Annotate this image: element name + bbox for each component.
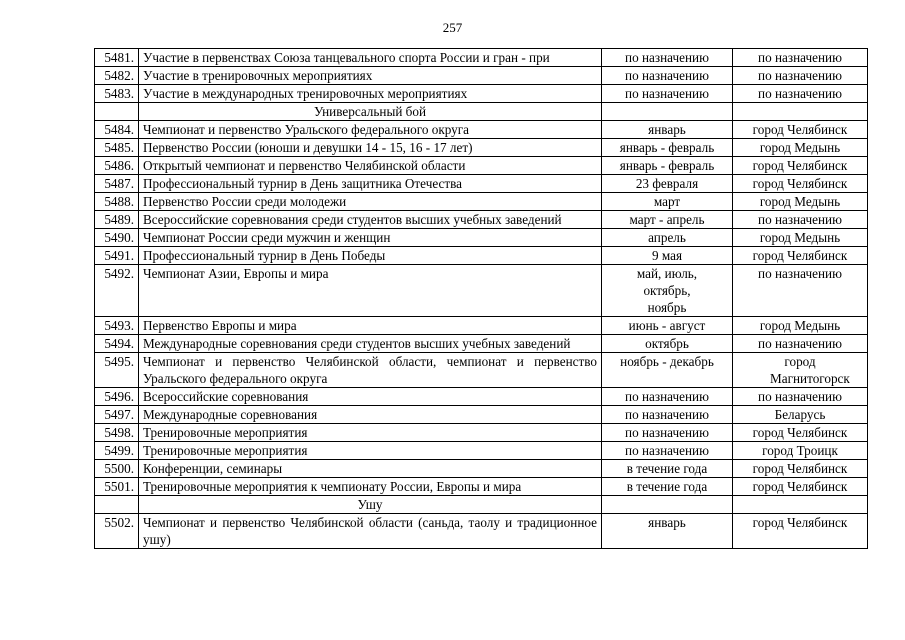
event-date-text: по назначению <box>625 389 709 404</box>
event-place-text: город Магнитогорск <box>770 354 850 386</box>
event-place <box>733 317 868 335</box>
event-place <box>733 193 868 211</box>
event-place <box>733 265 868 317</box>
page-number: 257 <box>442 20 463 35</box>
event-place <box>733 121 868 139</box>
event-place <box>733 229 868 247</box>
event-name: Тренировочные мероприятия <box>139 424 602 442</box>
table-row <box>95 460 868 478</box>
section-title: Универсальный бой <box>139 103 602 121</box>
event-name: Участие в тренировочных мероприятиях <box>139 67 602 85</box>
row-number: 5501. <box>95 478 139 496</box>
table-row <box>95 175 868 193</box>
empty-cell <box>733 103 868 121</box>
table-row <box>95 424 868 442</box>
event-place <box>733 353 868 388</box>
table-row <box>95 514 868 549</box>
event-date-text: по назначению <box>625 407 709 422</box>
table-row <box>95 229 868 247</box>
row-number: 5482. <box>95 67 139 85</box>
event-date <box>602 175 733 193</box>
table-row <box>95 49 868 67</box>
table-row <box>95 442 868 460</box>
events-table <box>94 48 868 549</box>
event-date-text: январь <box>648 122 686 137</box>
event-date <box>602 460 733 478</box>
event-place <box>733 139 868 157</box>
event-date-text: по назначению <box>625 425 709 440</box>
table-row <box>95 406 868 424</box>
event-place-text: по назначению <box>758 68 842 83</box>
empty-cell <box>95 496 139 514</box>
event-place-text: город Челябинск <box>752 515 848 530</box>
event-date <box>602 49 733 67</box>
row-number: 5491. <box>95 247 139 265</box>
row-number: 5485. <box>95 139 139 157</box>
event-date-text: в течение года <box>626 461 708 476</box>
section-title: Ушу <box>139 496 602 514</box>
empty-cell <box>602 496 733 514</box>
event-name: Профессиональный турнир в День Победы <box>139 247 602 265</box>
table-row <box>95 265 868 317</box>
table-row <box>95 211 868 229</box>
event-place <box>733 478 868 496</box>
event-place-text: по назначению <box>758 336 842 351</box>
event-place-text: по назначению <box>758 212 842 227</box>
event-date <box>602 353 733 388</box>
section-row <box>95 103 868 121</box>
event-place <box>733 67 868 85</box>
table-row <box>95 121 868 139</box>
table-row <box>95 67 868 85</box>
event-place-text: город Челябинск <box>752 158 848 173</box>
event-place-text: город Медынь <box>759 318 841 333</box>
event-date-text: март <box>653 194 681 209</box>
event-place-text: город Челябинск <box>752 122 848 137</box>
table-row <box>95 317 868 335</box>
event-date <box>602 335 733 353</box>
table-row <box>95 478 868 496</box>
row-number: 5499. <box>95 442 139 460</box>
event-date-text: апрель <box>648 230 686 245</box>
event-place-text: Беларусь <box>774 407 826 422</box>
event-name: Первенство Европы и мира <box>139 317 602 335</box>
event-place <box>733 175 868 193</box>
row-number: 5484. <box>95 121 139 139</box>
event-date-text: 9 мая <box>651 248 683 263</box>
event-date <box>602 211 733 229</box>
row-number: 5493. <box>95 317 139 335</box>
event-date-text: январь - февраль <box>619 140 715 155</box>
event-name: Тренировочные мероприятия <box>139 442 602 460</box>
event-date-text: по назначению <box>625 68 709 83</box>
event-name: Тренировочные мероприятия к чемпионату России, Европы и мира <box>139 478 602 496</box>
table-row <box>95 247 868 265</box>
event-place <box>733 442 868 460</box>
event-place-text: город Медынь <box>759 194 841 209</box>
table-row <box>95 335 868 353</box>
event-date-text: по назначению <box>625 86 709 101</box>
event-name: Участие в международных тренировочных мероприятиях <box>139 85 602 103</box>
row-number: 5488. <box>95 193 139 211</box>
event-date-text: по назначению <box>625 50 709 65</box>
event-date-text: в течение года <box>626 479 708 494</box>
event-date <box>602 265 733 317</box>
table-row <box>95 85 868 103</box>
event-name: Чемпионат России среди мужчин и женщин <box>139 229 602 247</box>
event-date-text: январь - февраль <box>619 158 715 173</box>
event-date <box>602 406 733 424</box>
event-name: Конференции, семинары <box>139 460 602 478</box>
empty-cell <box>733 496 868 514</box>
event-place-text: город Челябинск <box>752 248 848 263</box>
event-name: Участие в первенствах Союза танцевального спорта России и гран - при <box>139 49 602 67</box>
event-date <box>602 157 733 175</box>
event-name: Профессиональный турнир в День защитника Отечества <box>139 175 602 193</box>
event-date <box>602 121 733 139</box>
row-number: 5497. <box>95 406 139 424</box>
table-row <box>95 193 868 211</box>
event-name: Чемпионат и первенство Челябинской области, чемпионат и первенство Уральского федерального округа <box>139 353 602 388</box>
row-number: 5481. <box>95 49 139 67</box>
event-date <box>602 317 733 335</box>
row-number: 5487. <box>95 175 139 193</box>
event-place-text: город Медынь <box>759 140 841 155</box>
table-row <box>95 388 868 406</box>
section-row <box>95 496 868 514</box>
event-place <box>733 424 868 442</box>
event-place <box>733 49 868 67</box>
row-number: 5494. <box>95 335 139 353</box>
row-number: 5490. <box>95 229 139 247</box>
event-date <box>602 139 733 157</box>
row-number: 5483. <box>95 85 139 103</box>
row-number: 5500. <box>95 460 139 478</box>
empty-cell <box>602 103 733 121</box>
event-place <box>733 406 868 424</box>
event-date <box>602 388 733 406</box>
event-date-text: май, июль, октябрь, ноябрь <box>636 266 698 315</box>
event-name: Первенство России (юноши и девушки 14 - 15, 16 - 17 лет) <box>139 139 602 157</box>
event-place-text: город Челябинск <box>752 425 848 440</box>
event-date-text: по назначению <box>625 443 709 458</box>
event-place <box>733 460 868 478</box>
event-date-text: январь <box>648 515 686 530</box>
event-date <box>602 514 733 549</box>
event-place <box>733 388 868 406</box>
table-row <box>95 353 868 388</box>
row-number: 5495. <box>95 353 139 388</box>
row-number: 5498. <box>95 424 139 442</box>
row-number: 5496. <box>95 388 139 406</box>
event-date <box>602 67 733 85</box>
event-place-text: по назначению <box>758 86 842 101</box>
event-place-text: город Троицк <box>762 443 838 458</box>
event-date-text: октябрь <box>645 336 689 351</box>
event-date <box>602 85 733 103</box>
table-row <box>95 139 868 157</box>
row-number: 5492. <box>95 265 139 317</box>
event-place-text: по назначению <box>758 389 842 404</box>
event-name: Первенство России среди молодежи <box>139 193 602 211</box>
event-name: Чемпионат и первенство Уральского федерального округа <box>139 121 602 139</box>
event-date-text: июнь - август <box>628 318 706 333</box>
event-date <box>602 424 733 442</box>
event-name: Международные соревнования <box>139 406 602 424</box>
event-place-text: город Медынь <box>759 230 841 245</box>
event-name: Всероссийские соревнования <box>139 388 602 406</box>
row-number: 5502. <box>95 514 139 549</box>
event-place-text: город Челябинск <box>752 461 848 476</box>
event-date <box>602 247 733 265</box>
empty-cell <box>95 103 139 121</box>
event-name: Открытый чемпионат и первенство Челябинской области <box>139 157 602 175</box>
row-number: 5489. <box>95 211 139 229</box>
event-date <box>602 442 733 460</box>
event-name: Всероссийские соревнования среди студентов высших учебных заведений <box>139 211 602 229</box>
event-place-text: по назначению <box>758 266 842 281</box>
event-place-text: город Челябинск <box>752 176 848 191</box>
event-date-text: 23 февраля <box>635 176 699 191</box>
event-date <box>602 193 733 211</box>
event-date <box>602 229 733 247</box>
event-place <box>733 514 868 549</box>
event-date <box>602 478 733 496</box>
event-place <box>733 157 868 175</box>
event-place <box>733 335 868 353</box>
event-place-text: по назначению <box>758 50 842 65</box>
event-place-text: город Челябинск <box>752 479 848 494</box>
event-date-text: ноябрь - декабрь <box>620 354 714 369</box>
event-date-text: март - апрель <box>629 212 705 227</box>
event-name: Чемпионат и первенство Челябинской области (саньда, таолу и традиционное ушу) <box>139 514 602 549</box>
table-row <box>95 157 868 175</box>
event-place <box>733 247 868 265</box>
row-number: 5486. <box>95 157 139 175</box>
event-name: Международные соревнования среди студентов высших учебных заведений <box>139 335 602 353</box>
event-place <box>733 85 868 103</box>
event-place <box>733 211 868 229</box>
event-name: Чемпионат Азии, Европы и мира <box>139 265 602 317</box>
